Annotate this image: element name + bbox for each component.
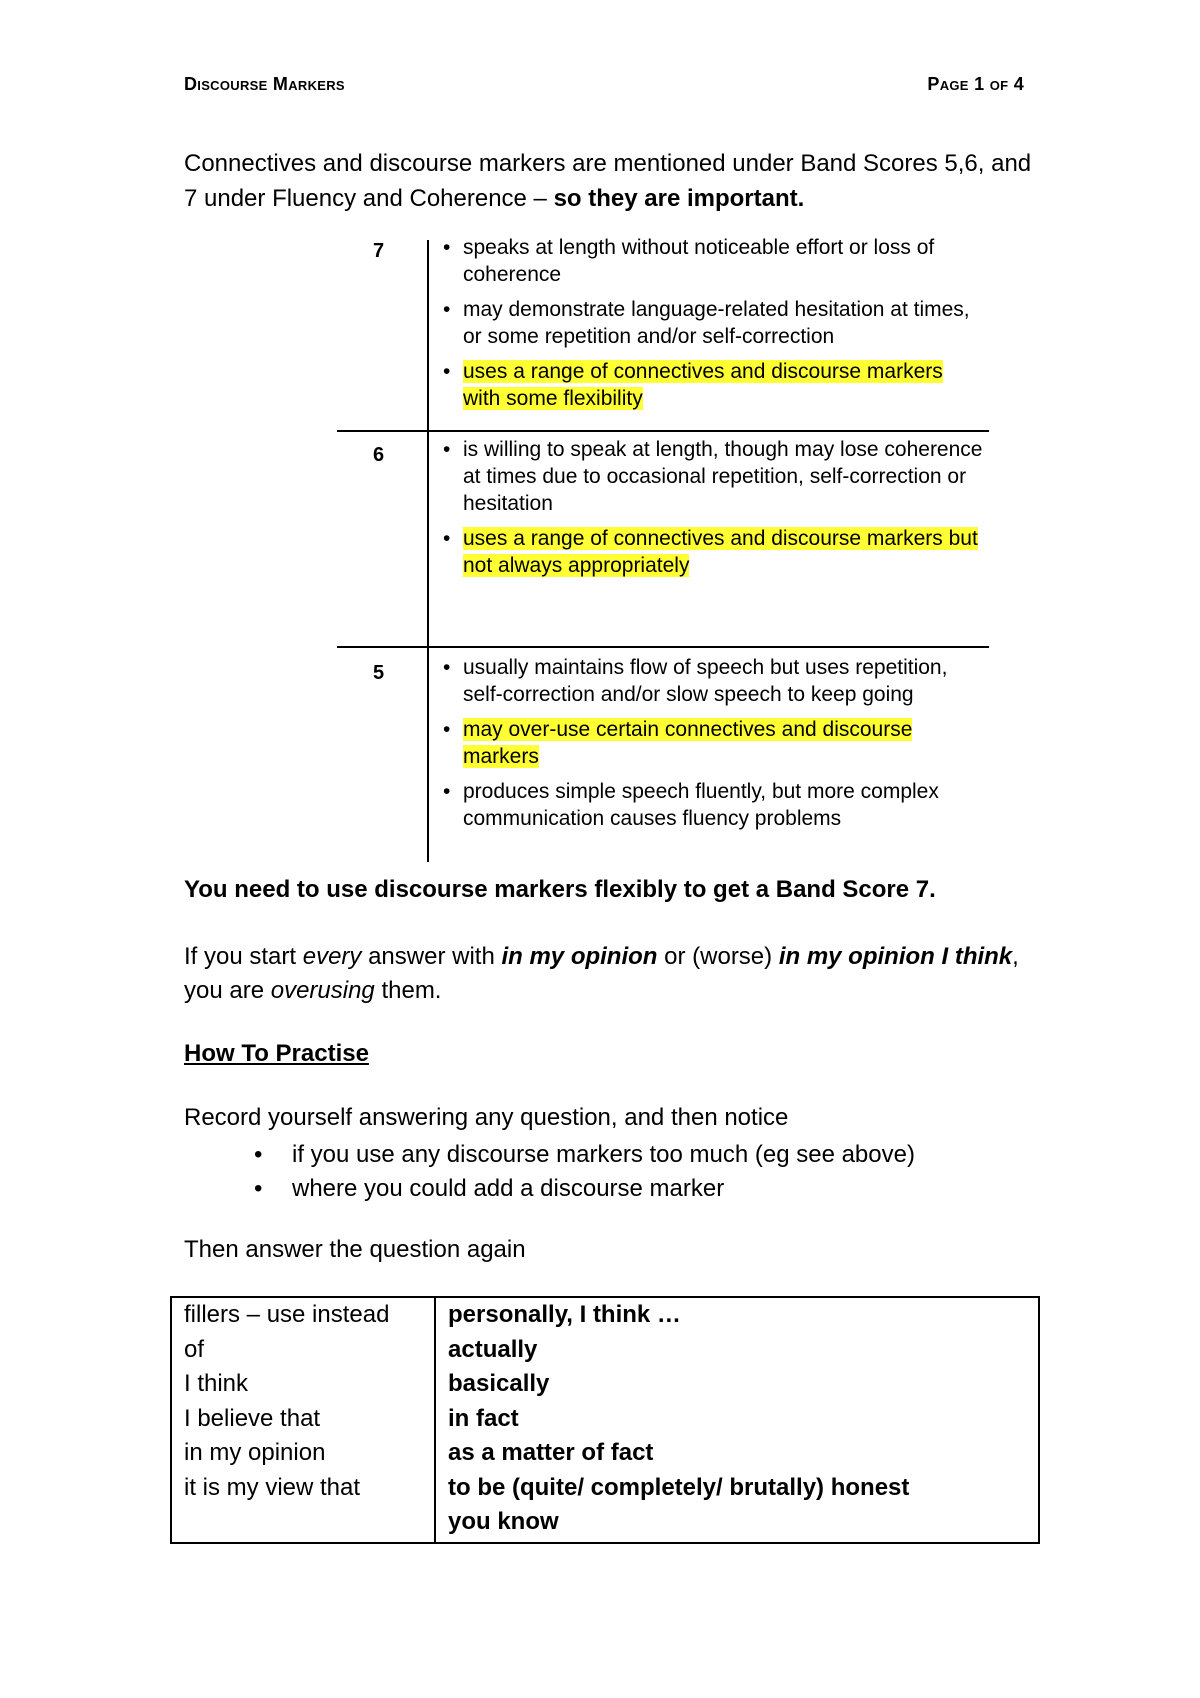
fillers-right-line: basically: [448, 1370, 550, 1397]
band-score-7: 7: [373, 240, 385, 262]
fillers-right-line: to be (quite/ completely/ brutally) honest: [448, 1473, 910, 1501]
fillers-left-line: in my opinion: [184, 1439, 326, 1466]
then-instruction: Then answer the question again: [184, 1236, 526, 1263]
fillers-left-line: of: [184, 1335, 205, 1363]
fillers-left-line: it is my view that: [184, 1473, 361, 1501]
overuse-text-3: or (worse): [657, 943, 779, 970]
overuse-paragraph: [184, 940, 1044, 1008]
page-label: Page: [927, 74, 969, 94]
fillers-right-column: [436, 1298, 1038, 1542]
band-7-bullet-3-text: uses a range of connectives and discourse markers with some flexibility: [463, 360, 943, 410]
band-7-bullet-2: [443, 296, 983, 350]
intro-paragraph: [184, 146, 1044, 216]
overuse-imo: in my opinion: [501, 943, 658, 970]
fillers-left-line: I believe that: [184, 1404, 321, 1432]
band-6-bullet-1-text: is willing to speak at length, though may lose coherence at times due to occasional repetition, self-correction or hesitation: [463, 438, 983, 515]
page-header: [184, 74, 1024, 95]
fillers-left-line: fillers – use instead: [184, 1301, 390, 1328]
band-7-descriptors: [443, 234, 983, 420]
band-5-bullet-2-text: may over-use certain connectives and discourse markers: [463, 718, 913, 768]
band-6-bullet-1: [443, 436, 983, 517]
band-score-6: 6: [373, 444, 385, 466]
fillers-right-line: in fact: [448, 1404, 519, 1432]
band-score-5: 5: [373, 662, 385, 684]
overuse-text-4: , you are: [184, 943, 1019, 1004]
practice-item: • if you use any discourse markers too much (eg see above): [254, 1138, 915, 1172]
band-5-descriptors: [443, 654, 983, 840]
band-table-divider: [427, 240, 429, 862]
overuse-text-5: them.: [374, 977, 442, 1004]
band-7-bullet-2-text: may demonstrate language-related hesitation at times, or some repetition and/or self-correction: [463, 298, 970, 348]
document-title: Discourse Markers: [184, 74, 345, 94]
band-5-bullet-2: [443, 716, 983, 770]
band-6-5-separator: [337, 646, 989, 648]
fillers-right-line: as a matter of fact: [448, 1439, 654, 1466]
how-to-practise-heading: How To Practise: [184, 1040, 369, 1067]
band-7-6-separator: [337, 430, 989, 432]
band-7-bullet-1: [443, 234, 983, 288]
practice-item: • where you could add a discourse marker: [254, 1172, 915, 1206]
band-5-bullet-1-text: usually maintains flow of speech but uses repetition, self-correction and/or slow speech to keep going: [463, 656, 948, 706]
page-total: 4: [1013, 74, 1024, 94]
overuse-text-1: If you start: [184, 943, 303, 970]
band-descriptor-table: [337, 236, 989, 862]
fillers-right-line: actually: [448, 1335, 538, 1363]
band-5-bullet-3: [443, 778, 983, 832]
intro-text: Connectives and discourse markers are mentioned under Band Scores 5,6, and 7 under Fluency and Coherence –: [184, 150, 1032, 212]
band-7-bullet-3: [443, 358, 983, 412]
band-5-bullet-1: [443, 654, 983, 708]
practice-list: [254, 1138, 915, 1206]
fillers-table: [170, 1296, 1040, 1544]
overuse-overusing: overusing: [270, 977, 375, 1004]
overuse-text-2: answer with: [361, 943, 502, 970]
intro-bold: so they are important.: [553, 185, 805, 212]
page-counter: [927, 74, 1024, 95]
page-number: 1: [974, 74, 985, 94]
fillers-left-column: [172, 1298, 436, 1542]
overuse-imo-i-think: in my opinion I think: [778, 943, 1013, 970]
fillers-right-line: personally, I think …: [448, 1301, 681, 1328]
band-5-bullet-3-text: produces simple speech fluently, but more complex communication causes fluency problems: [463, 780, 939, 830]
band-6-bullet-2: [443, 525, 983, 579]
fillers-right-line: you know: [448, 1508, 559, 1535]
band-7-bullet-1-text: speaks at length without noticeable effort or loss of coherence: [463, 236, 935, 286]
band-6-bullet-2-text: uses a range of connectives and discourse markers but not always appropriately: [463, 527, 978, 577]
page-of-label: of: [989, 74, 1009, 94]
overuse-every: every: [302, 943, 362, 970]
fillers-left-line: I think: [184, 1370, 249, 1397]
band-score-requirement: You need to use discourse markers flexibly to get a Band Score 7.: [184, 876, 936, 903]
record-instruction: Record yourself answering any question, and then notice: [184, 1104, 789, 1131]
band-6-descriptors: [443, 436, 983, 587]
